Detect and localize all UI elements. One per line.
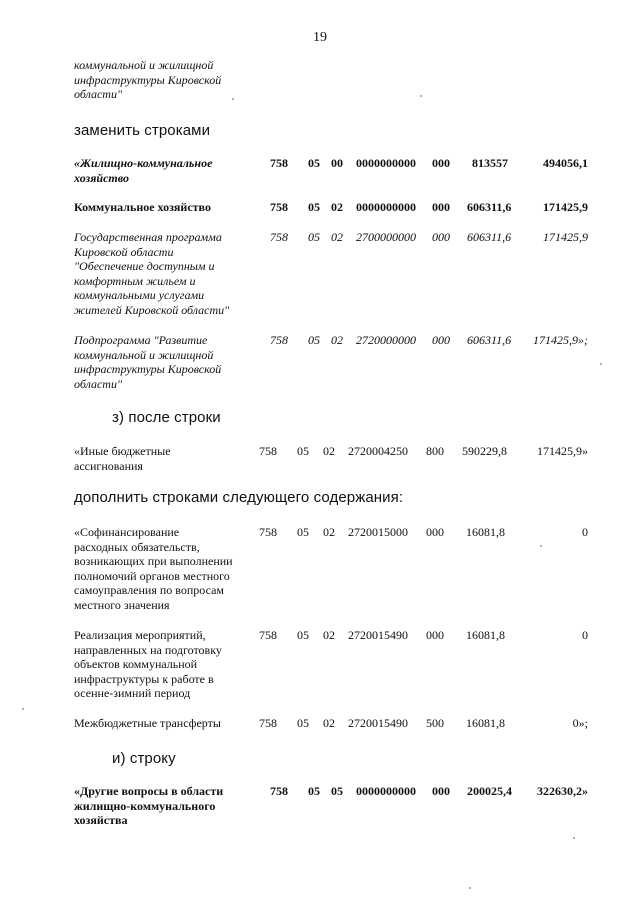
cell-sum2: 0»; — [572, 716, 588, 730]
cell-pr: 00 — [331, 156, 343, 170]
cell-sum2: 171425,9 — [543, 200, 588, 214]
cell-sum1: 606311,6 — [467, 333, 512, 347]
cell-sum1: 16081,8 — [466, 628, 505, 642]
cell-csr: 2700000000 — [356, 230, 416, 244]
cell-vr: 000 — [432, 156, 450, 170]
cell-rz: 05 — [297, 716, 309, 730]
cell-csr: 0000000000 — [356, 784, 416, 798]
cell-rz: 05 — [297, 525, 309, 539]
heading-add-rows: дополнить строками следующего содержания: — [74, 489, 404, 506]
scan-speck — [600, 363, 602, 365]
cell-rz: 05 — [308, 200, 320, 214]
cell-pr: 02 — [331, 200, 343, 214]
cell-vr: 500 — [426, 716, 444, 730]
row-name: Государственная программа Кировской области "Обеспечение доступным и комфортным жильем и коммунальными услугами жителей Кировской области" — [74, 230, 230, 317]
cell-pr: 02 — [323, 628, 335, 642]
cell-sum1: 16081,8 — [466, 525, 505, 539]
heading-and-row: и) строку — [112, 750, 176, 767]
row-name: Межбюджетные трансферты — [74, 716, 221, 730]
cell-vr: 000 — [432, 200, 450, 214]
cell-ved: 758 — [259, 444, 277, 458]
cell-pr: 02 — [331, 230, 343, 244]
scan-speck — [232, 98, 234, 100]
cell-sum2: 494056,1 — [543, 156, 588, 170]
cell-ved: 758 — [259, 628, 277, 642]
cell-sum1: 200025,4 — [467, 784, 512, 798]
cell-vr: 000 — [432, 333, 450, 347]
cell-sum1: 590229,8 — [462, 444, 507, 458]
scan-speck — [573, 837, 575, 839]
cell-rz: 05 — [297, 628, 309, 642]
row-name: «Софинансирование расходных обязательств, возникающих при выполнении полномочий органов местного самоуправления по вопросам местного значения — [74, 525, 233, 612]
cell-ved: 758 — [270, 200, 288, 214]
cell-sum2: 0 — [582, 525, 588, 539]
cell-csr: 0000000000 — [356, 200, 416, 214]
cell-rz: 05 — [308, 156, 320, 170]
cell-vr: 800 — [426, 444, 444, 458]
scan-speck — [469, 887, 471, 889]
cell-pr: 02 — [323, 716, 335, 730]
cell-csr: 2720015490 — [348, 716, 408, 730]
heading-replace: заменить строками — [74, 122, 211, 139]
cell-pr: 02 — [331, 333, 343, 347]
cell-pr: 02 — [323, 444, 335, 458]
cell-csr: 2720000000 — [356, 333, 416, 347]
row-name: Реализация мероприятий, направленных на подготовку объектов коммунальной инфраструктуры к работе в осенне-зимний период — [74, 628, 222, 700]
scan-speck — [540, 545, 542, 547]
cell-ved: 758 — [270, 230, 288, 244]
cell-sum2: 171425,9»; — [533, 333, 588, 347]
cell-pr: 05 — [331, 784, 343, 798]
cell-vr: 000 — [426, 628, 444, 642]
scan-speck — [22, 708, 24, 710]
cell-ved: 758 — [270, 156, 288, 170]
cell-sum1: 16081,8 — [466, 716, 505, 730]
heading-after-row: з) после строки — [112, 409, 221, 426]
cell-rz: 05 — [297, 444, 309, 458]
row-name: Подпрограмма "Развитие коммунальной и жилищной инфраструктуры Кировской области" — [74, 333, 222, 391]
cell-vr: 000 — [426, 525, 444, 539]
cell-vr: 000 — [432, 230, 450, 244]
cell-ved: 758 — [259, 525, 277, 539]
cell-csr: 2720004250 — [348, 444, 408, 458]
page-number: 19 — [313, 30, 327, 45]
row-name: «Жилищно-коммунальное хозяйство — [74, 156, 213, 185]
row-name: «Другие вопросы в области жилищно-коммунального хозяйства — [74, 784, 224, 827]
cell-rz: 05 — [308, 333, 320, 347]
cell-sum1: 606311,6 — [467, 230, 512, 244]
cell-ved: 758 — [259, 716, 277, 730]
cell-ved: 758 — [270, 784, 288, 798]
cell-csr: 2720015000 — [348, 525, 408, 539]
cell-pr: 02 — [323, 525, 335, 539]
cell-rz: 05 — [308, 784, 320, 798]
row-name: Коммунальное хозяйство — [74, 200, 211, 214]
scan-speck — [420, 95, 422, 97]
cell-ved: 758 — [270, 333, 288, 347]
cell-sum1: 606311,6 — [467, 200, 512, 214]
cell-sum2: 322630,2» — [537, 784, 588, 798]
intro-text: коммунальной и жилищной инфраструктуры Кировской области" — [74, 58, 222, 101]
cell-sum1: 813557 — [472, 156, 508, 170]
cell-sum2: 171425,9 — [543, 230, 588, 244]
cell-vr: 000 — [432, 784, 450, 798]
cell-sum2: 0 — [582, 628, 588, 642]
cell-sum2: 171425,9» — [537, 444, 588, 458]
cell-csr: 0000000000 — [356, 156, 416, 170]
cell-csr: 2720015490 — [348, 628, 408, 642]
row-name: «Иные бюджетные ассигнования — [74, 444, 171, 473]
cell-rz: 05 — [308, 230, 320, 244]
